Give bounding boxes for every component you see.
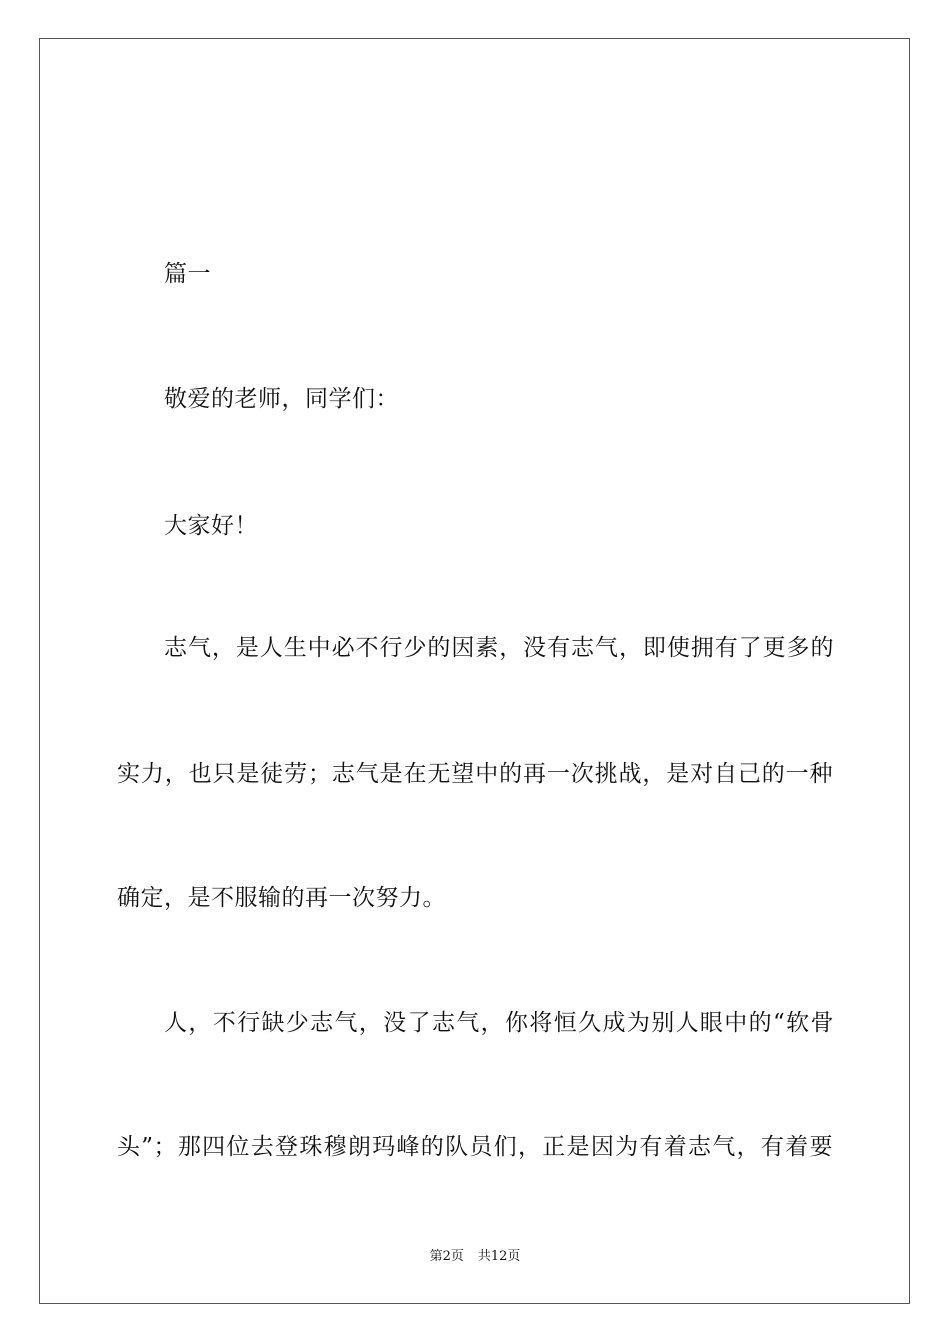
page-total: 共12页 bbox=[477, 1249, 521, 1264]
page-number: 第2页 bbox=[429, 1249, 464, 1264]
paragraph-1-line-2 bbox=[117, 763, 833, 786]
paragraph-2-line-1-text: 人，不行缺少志气，没了志气，你将恒久成为别人眼中的“软骨 bbox=[164, 1010, 834, 1036]
paragraph-2-line-2 bbox=[117, 1136, 833, 1159]
paragraph-2-line-2-text: 头”；那四位去登珠穆朗玛峰的队员们，正是因为有着志气，有着要 bbox=[117, 1134, 833, 1160]
greeting: 大家好！ bbox=[164, 513, 258, 539]
paragraph-1-line-1 bbox=[164, 637, 834, 660]
page-footer bbox=[0, 1249, 950, 1265]
paragraph-1-line-1-text: 志气，是人生中必不行少的因素，没有志气，即使拥有了更多的 bbox=[164, 635, 834, 661]
paragraph-2-line-1 bbox=[164, 1012, 834, 1035]
page-border bbox=[39, 38, 910, 1304]
section-heading: 篇一 bbox=[164, 261, 211, 287]
paragraph-1-line-2-text: 实力，也只是徒劳；志气是在无望中的再一次挑战，是对自己的一种 bbox=[117, 761, 833, 787]
paragraph-1-line-3: 确定，是不服输的再一次努力。 bbox=[117, 885, 446, 911]
salutation: 敬爱的老师，同学们： bbox=[164, 386, 399, 412]
